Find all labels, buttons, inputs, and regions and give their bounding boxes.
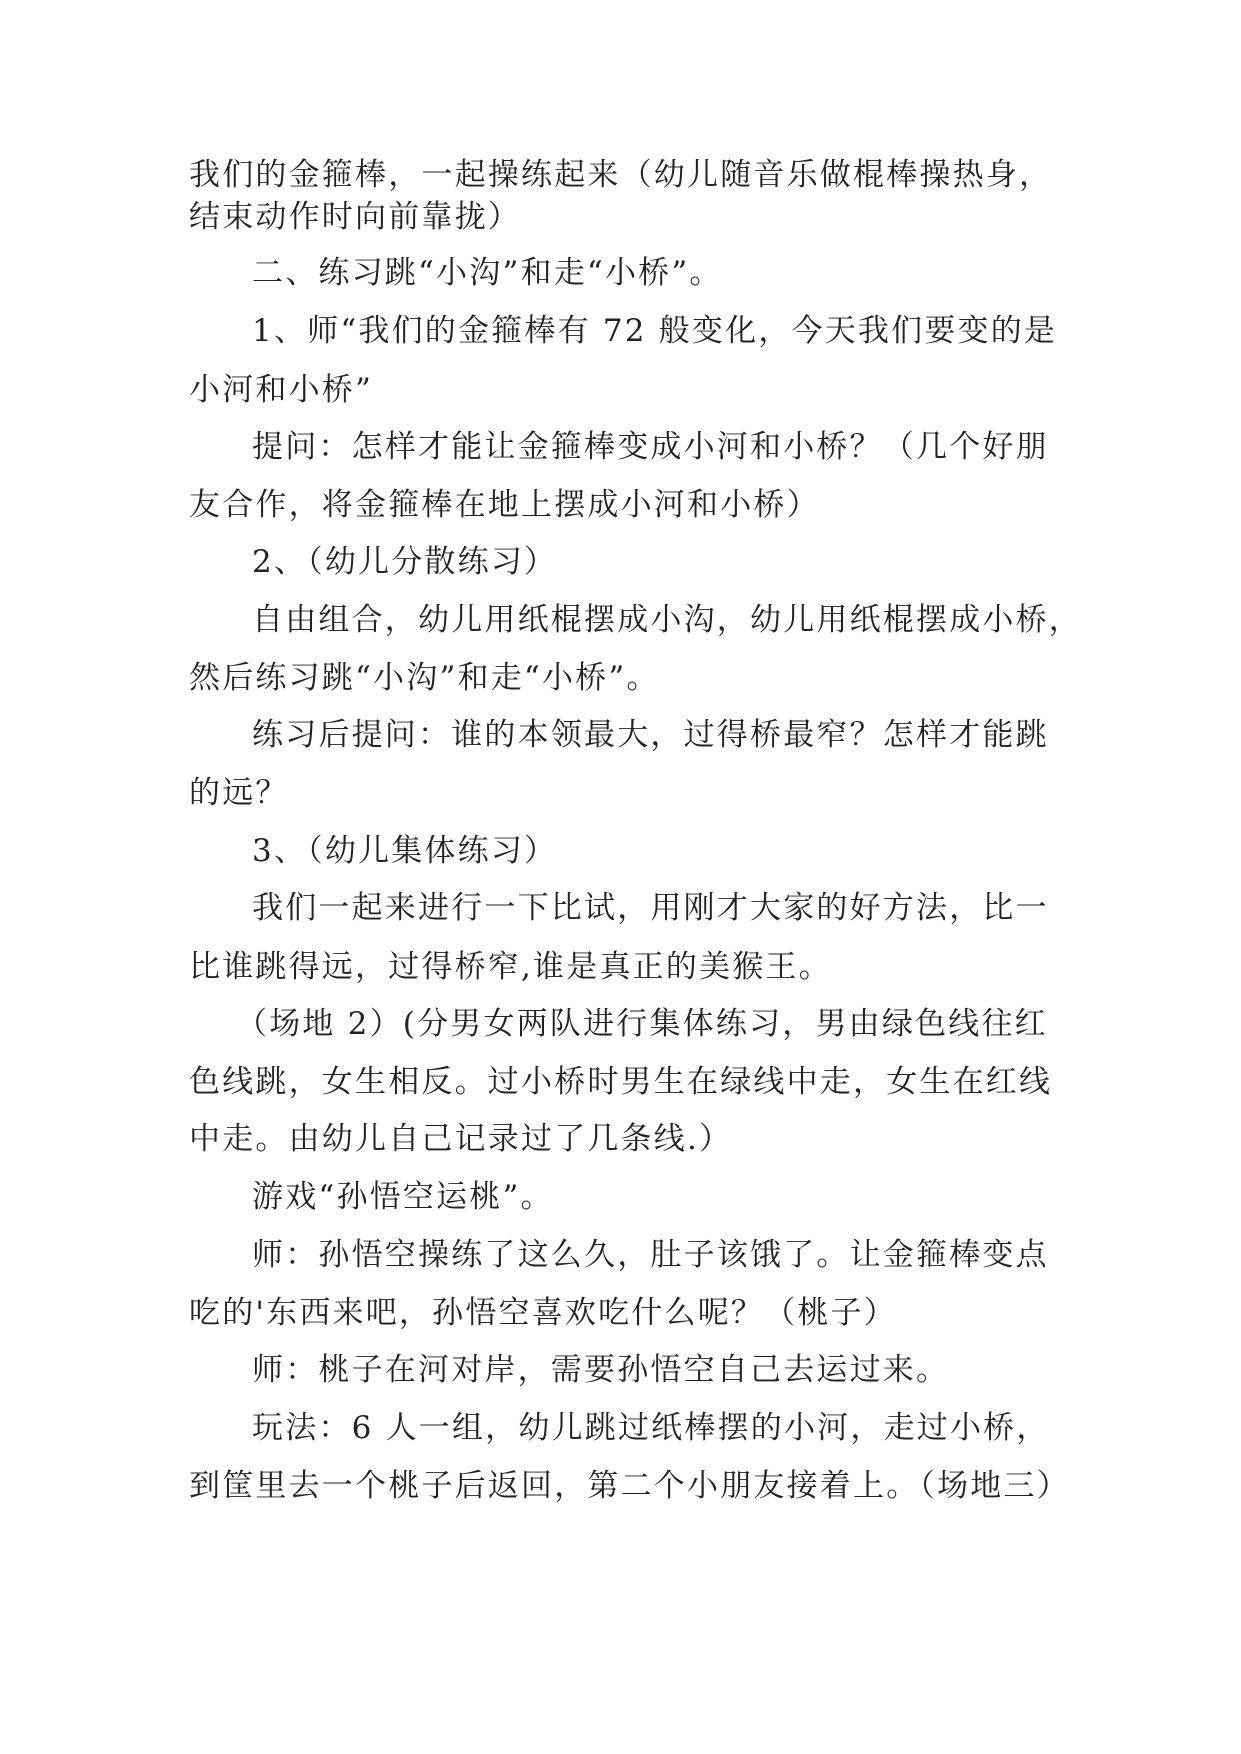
text-line: 1、师“我们的金箍棒有 72 般变化，今天我们要变的是 [252,313,1058,349]
text-line: 提问：怎样才能让金箍棒变成小河和小桥？（几个好朋 [252,429,1049,465]
text-line: 中走。由幼儿自己记录过了几条线.） [189,1121,733,1157]
text-line: 师：桃子在河对岸，需要孙悟空自己去运过来。 [252,1352,950,1388]
text-line: （场地 2）(分男女两队进行集体练习，男由绿色线往红 [236,1006,1048,1042]
text-line: 比谁跳得远，过得桥窄,谁是真正的美猴王。 [189,949,832,985]
text-line: 色线跳，女生相反。过小桥时男生在绿线中走，女生在红线 [189,1064,1053,1100]
text-line: 我们的金箍棒，一起操练起来（幼儿随音乐做棍棒操热身， [189,157,1053,193]
text-line: 到筐里去一个桃子后返回，第二个小朋友接着上。（场地三） [189,1468,1070,1504]
text-line: 3、（幼儿集体练习） [252,833,558,869]
text-line: 练习后提问：谁的本领最大，过得桥最窄？怎样才能跳 [252,717,1049,753]
text-line: 玩法：6 人一组，幼儿跳过纸棒摆的小河，走过小桥， [252,1410,1050,1446]
text-line: 吃的'东西来吧，孙悟空喜欢吃什么呢？（桃子） [189,1295,897,1331]
text-line: 2、（幼儿分散练习） [252,544,558,580]
text-line: 师：孙悟空操练了这么久，肚子该饿了。让金箍棒变点 [252,1237,1049,1273]
text-line: 我们一起来进行一下比试，用刚才大家的好方法，比一 [252,890,1049,926]
text-line: 的远？ [189,775,289,811]
text-line: 自由组合，幼儿用纸棍摆成小沟，幼儿用纸棍摆成小桥， [252,602,1082,638]
text-line: 小河和小桥” [189,372,374,408]
section-heading: 二、练习跳“小沟”和走“小桥”。 [252,255,723,291]
text-line: 友合作，将金箍棒在地上摆成小河和小桥） [189,487,820,523]
text-line: 然后练习跳“小沟”和走“小桥”。 [189,660,660,696]
text-line: 结束动作时向前靠拢） [189,199,521,235]
section-heading: 游戏“孙悟空运桃”。 [252,1179,554,1215]
